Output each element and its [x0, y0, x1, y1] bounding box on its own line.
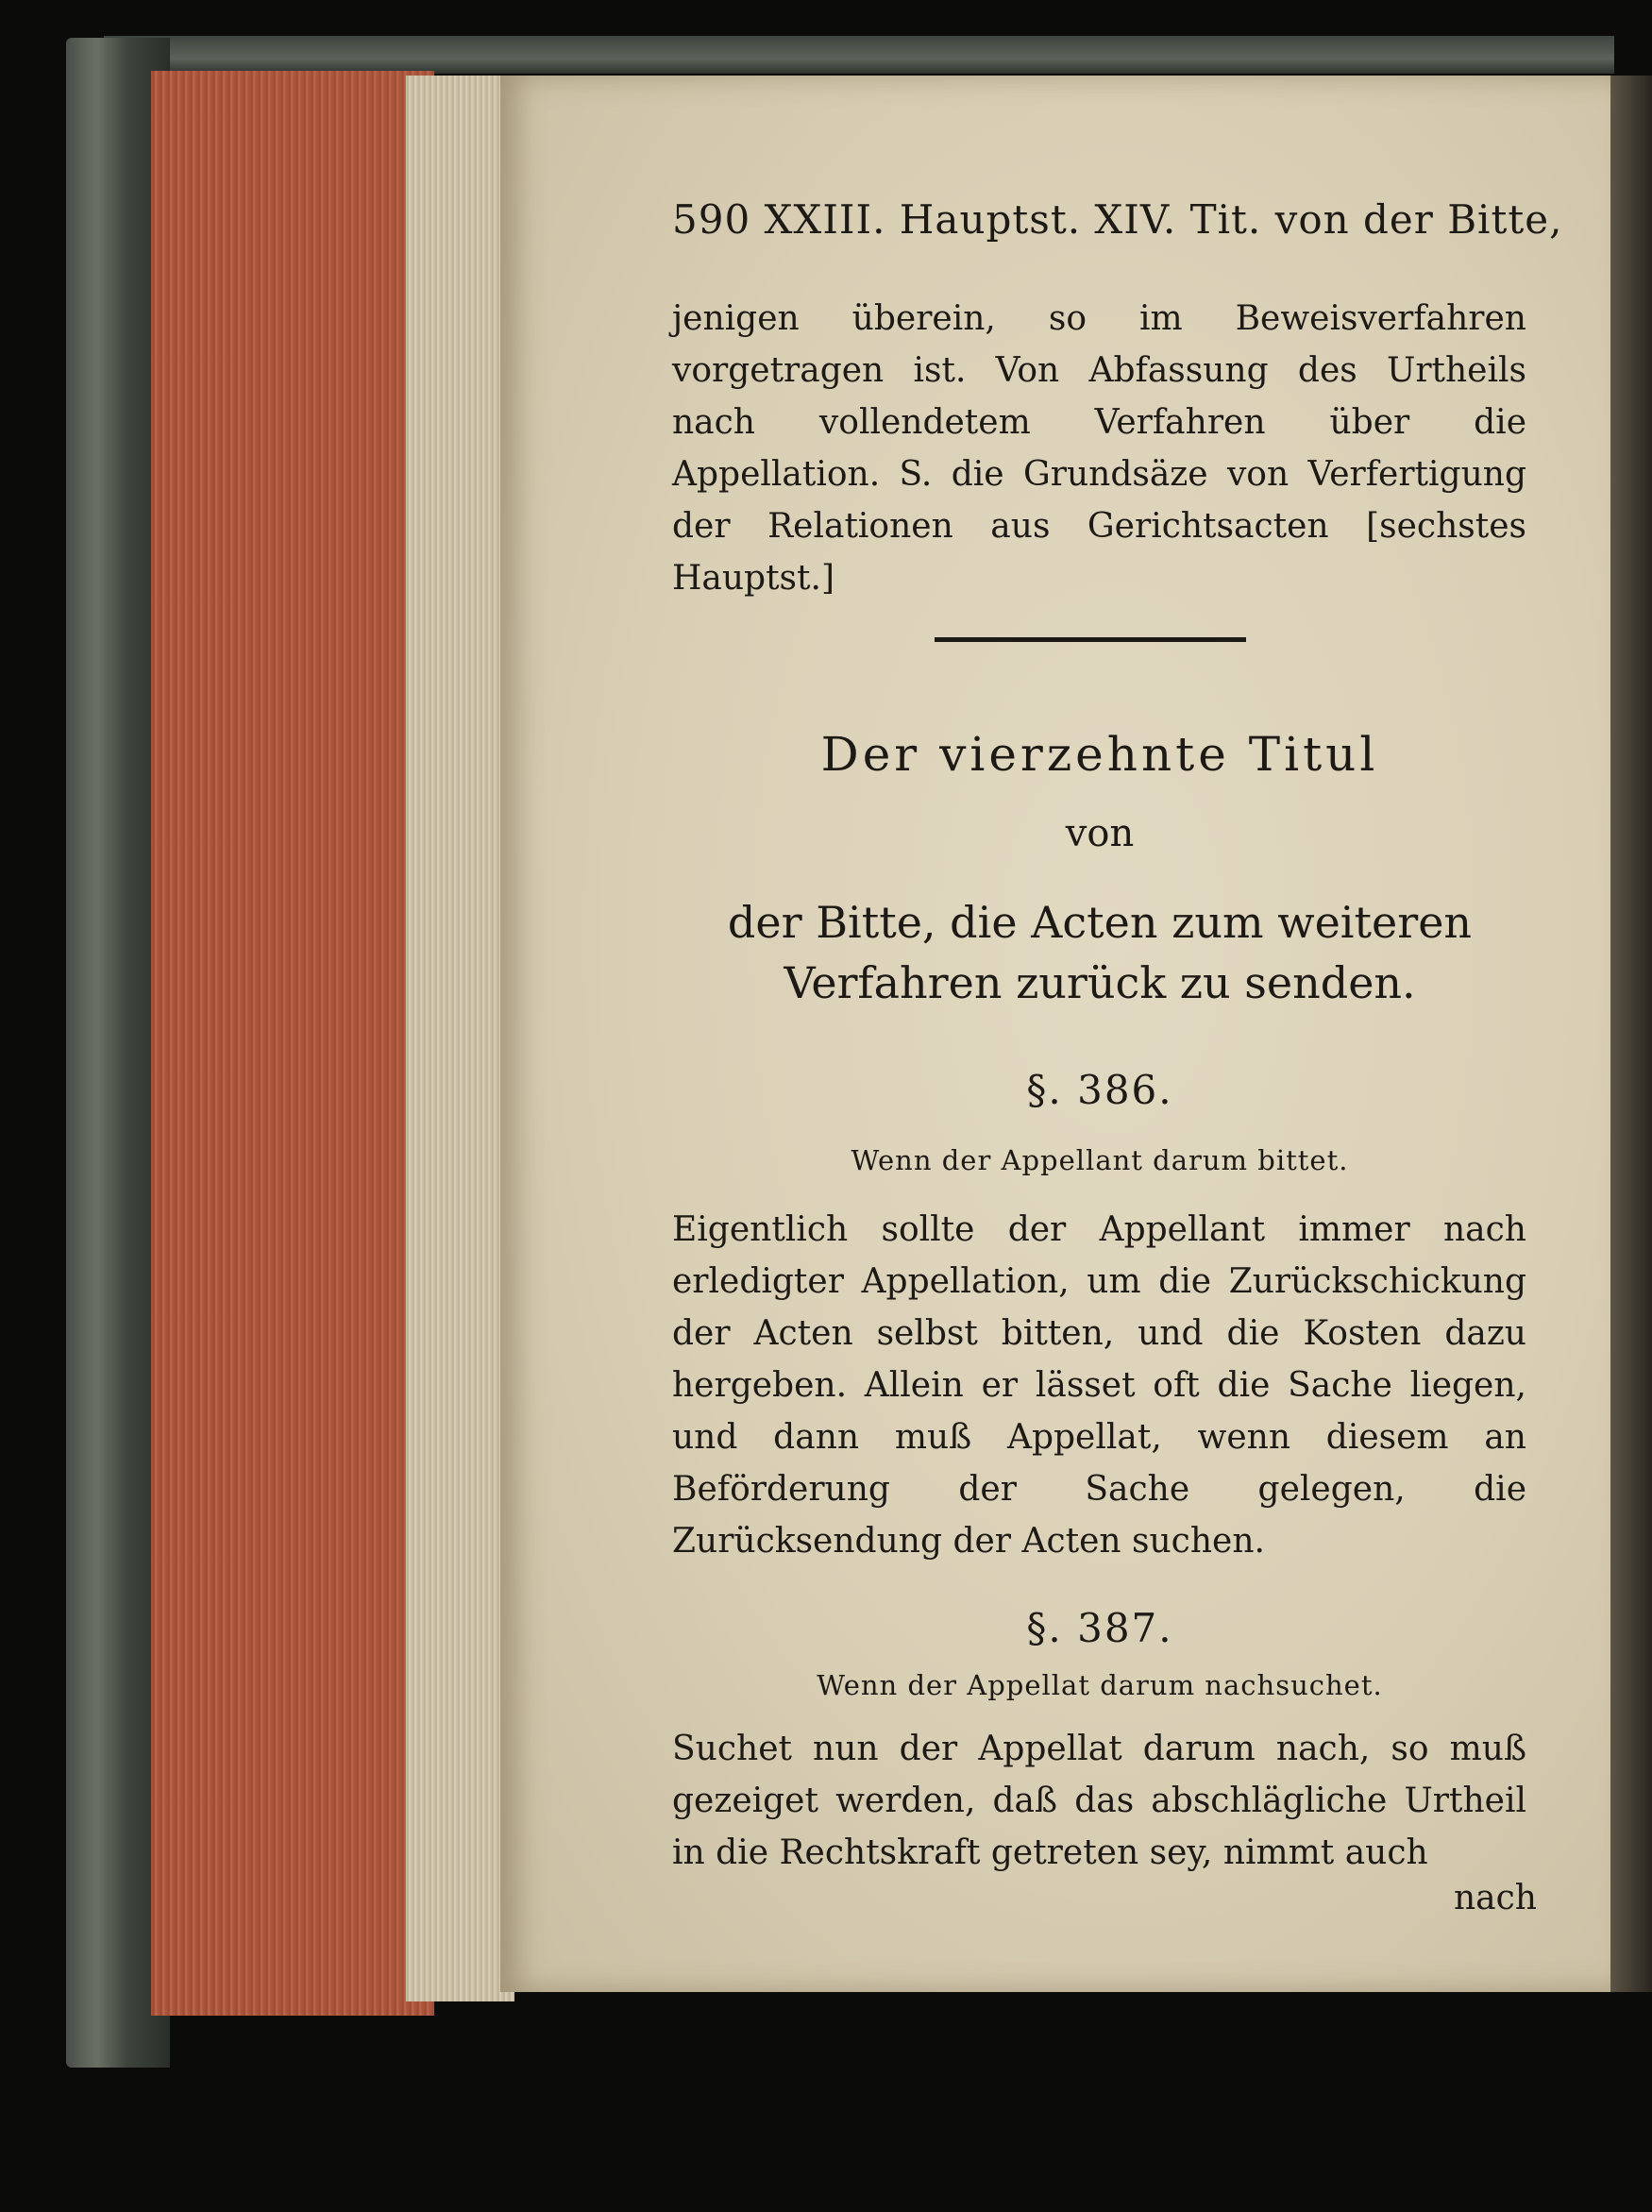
section-divider [935, 637, 1246, 642]
section-number-386: §. 386. [1026, 1067, 1173, 1113]
book-cover-top [104, 36, 1614, 74]
chapter-title-connector: von [1065, 812, 1135, 855]
running-header: 590 XXIII. Hauptst. XIV. Tit. von der Bitte, [672, 196, 1563, 243]
catchword: nach [1454, 1879, 1537, 1917]
chapter-title: Der vierzehnte Titul [820, 727, 1379, 782]
chapter-subject: der Bitte, die Acten zum weiteren Verfahren zurück zu senden. [727, 897, 1473, 1008]
intro-paragraph: jenigen überein, so im Beweisverfahren vorgetragen ist. Von Abfassung des Urtheils nach vollendetem Verfahren über die Appellation. S. die Grundsäze von Verfertigung der Relationen aus Gerichtsacten [sechstes Hauptst.] [672, 299, 1526, 598]
section-subtitle-387: Wenn der Appellat darum nachsuchet. [817, 1669, 1383, 1701]
section-number-387: §. 387. [1026, 1605, 1173, 1651]
page-stack [406, 76, 514, 2001]
facing-page-edge [1610, 76, 1652, 1992]
section-text-386: Eigentlich sollte der Appellant immer nach erledigter Appellation, um die Zurückschickung der Acten selbst bitten, und die Kosten dazu hergeben. Allein er lässet oft die Sache liegen, und dann muß Appellat, wenn diesem an Beförderung der Sache gelegen, die Zurücksendung der Acten suchen. [672, 1210, 1526, 1561]
section-text-387: Suchet nun der Appellat darum nach, so muß gezeiget werden, daß das abschlägliche Urtheil in die Rechtskraft getreten sey, nimmt auch [672, 1730, 1526, 1872]
page-edges [151, 71, 434, 2016]
section-subtitle-386: Wenn der Appellant darum bittet. [851, 1144, 1349, 1176]
